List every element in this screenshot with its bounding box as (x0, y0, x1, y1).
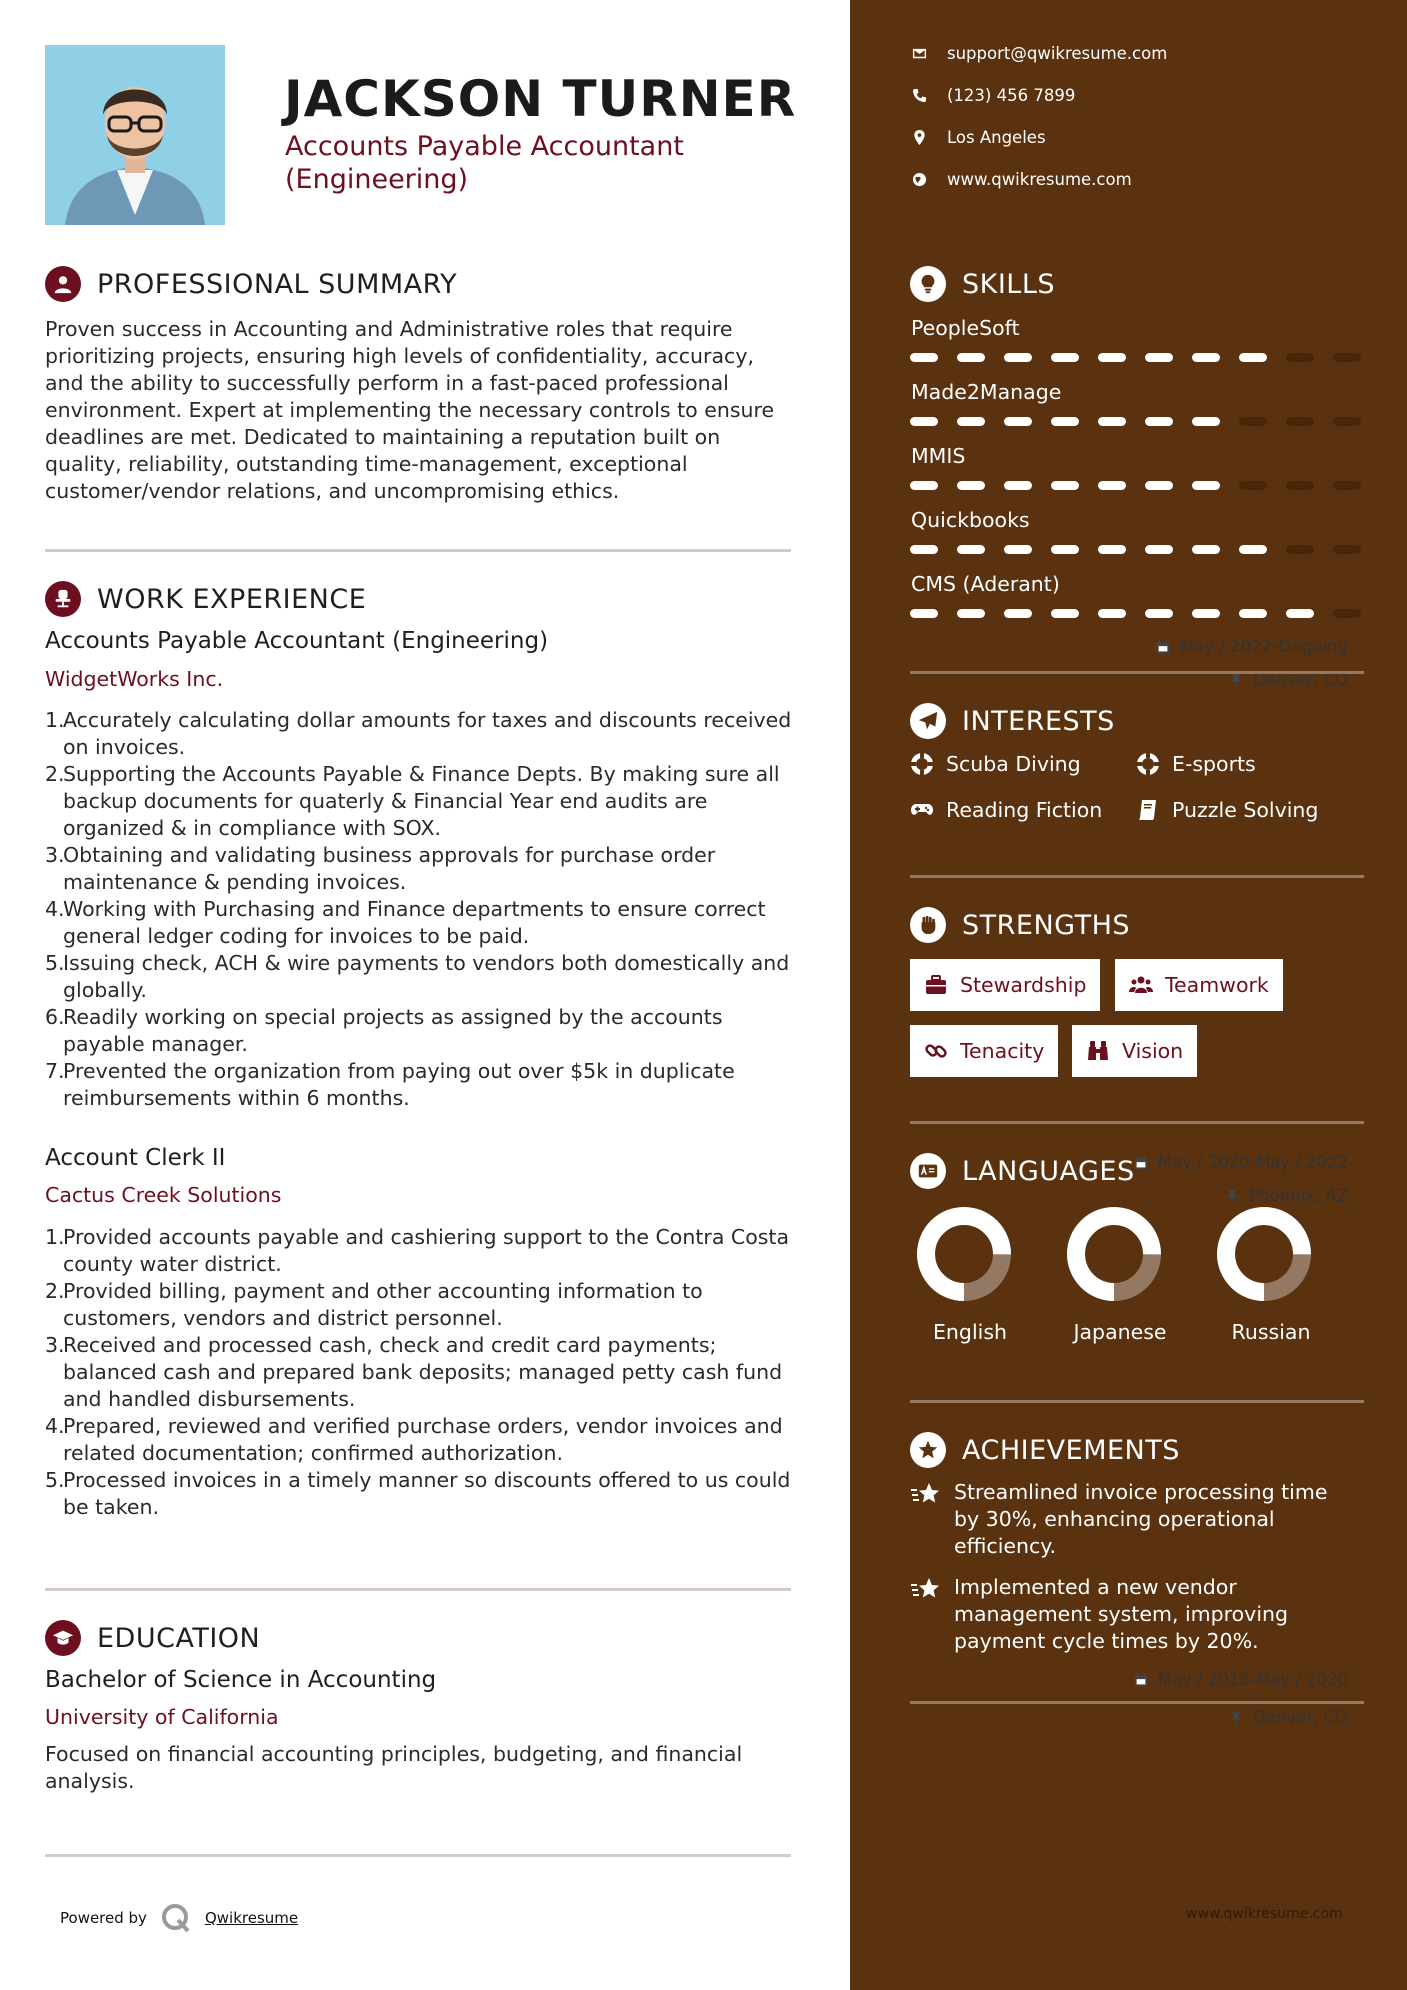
strength-chip: Stewardship (910, 959, 1100, 1011)
achievement-item: Streamlined invoice processing time by 30%, enhancing operational efficiency. (910, 1479, 1350, 1560)
footer-website: www.qwikresume.com (1186, 1906, 1343, 1922)
skill-dash-filled (1145, 545, 1173, 554)
strength-chip: Tenacity (910, 1025, 1058, 1077)
skills-heading: SKILLS (962, 268, 1056, 300)
calendar-icon (1156, 640, 1170, 654)
list-item: 2. Provided billing, payment and other accounting information to customers, vendors and district personnel. (45, 1279, 703, 1330)
star-icon (910, 1479, 942, 1511)
language-label: Japanese (1073, 1320, 1167, 1344)
skill-dash-filled (1192, 417, 1220, 426)
strengths-heading: STRENGTHS (962, 909, 1131, 941)
skill-dash-filled (957, 417, 985, 426)
skill-dash-filled (1145, 417, 1173, 426)
divider (910, 1701, 1364, 1704)
skill-dash-filled (910, 545, 938, 554)
job-dates (1134, 1153, 1348, 1172)
strength-chip: Vision (1072, 1025, 1197, 1077)
skill-dash-filled (910, 481, 938, 490)
skill-dash-filled (1239, 609, 1267, 618)
gamepad-icon (910, 798, 934, 822)
summary-header (45, 266, 457, 302)
powered-by-label: Powered by (60, 1909, 147, 1927)
languages-heading: LANGUAGES (962, 1155, 1135, 1187)
skill-level-bar (910, 481, 1380, 490)
divider (910, 1400, 1364, 1403)
strength-chip: Teamwork (1115, 959, 1283, 1011)
interests-heading: INTERESTS (962, 705, 1115, 737)
job-dates-text: May / 2022-Ongoing (1179, 637, 1348, 656)
lifebuoy-icon (1136, 752, 1160, 776)
qwikresume-logo-icon (161, 1903, 191, 1933)
skill-dash-empty (1286, 353, 1314, 362)
skill-dash-filled (910, 353, 938, 362)
office-chair-icon (45, 581, 81, 617)
fist-icon (910, 907, 946, 943)
star-icon (910, 1574, 942, 1606)
pin-icon (1225, 1189, 1239, 1203)
skill-dash-filled (1004, 481, 1032, 490)
interests-header (910, 703, 1115, 739)
skills-header (910, 266, 1055, 302)
interest-item: Reading Fiction (910, 798, 1102, 822)
language-label: English (932, 1320, 1008, 1344)
divider (45, 1588, 791, 1591)
skill-dash-filled (1004, 609, 1032, 618)
skill-dash-empty (1333, 481, 1361, 490)
job-location-text: Denver, CO (1252, 670, 1348, 689)
paper-plane-icon (910, 703, 946, 739)
skill-dash-filled (1192, 481, 1220, 490)
skill-dash-filled (1098, 417, 1126, 426)
languages-header (910, 1153, 1135, 1189)
school-name: University of California (45, 1705, 279, 1729)
skill-dash-filled (1145, 481, 1173, 490)
achievement-item: Implemented a new vendor management system, improving payment cycle times by 20%. (910, 1574, 1350, 1655)
contact-website[interactable]: www.qwikresume.com (912, 170, 1132, 189)
skill-dash-filled (1098, 353, 1126, 362)
divider (45, 549, 791, 552)
graduation-cap-icon (45, 1620, 81, 1656)
skill-dash-empty (1333, 353, 1361, 362)
skill-dash-filled (1051, 545, 1079, 554)
skill-dash-filled (910, 609, 938, 618)
skill-name: Made2Manage (911, 380, 1062, 404)
job-location (1225, 1186, 1348, 1205)
book-icon (1136, 798, 1160, 822)
skill-name: Quickbooks (911, 508, 1030, 532)
job-location-text: Phoenix, AZ (1249, 1186, 1348, 1205)
skill-dash-filled (1192, 609, 1220, 618)
language-level-chart (1216, 1206, 1312, 1302)
skill-dash-filled (910, 417, 938, 426)
skill-name: PeopleSoft (911, 316, 1020, 340)
link-icon (924, 1039, 948, 1063)
skill-dash-filled (957, 481, 985, 490)
company-name: WidgetWorks Inc. (45, 667, 224, 691)
experience-heading: WORK EXPERIENCE (97, 583, 367, 615)
skill-level-bar (910, 353, 1380, 362)
skill-dash-filled (1098, 545, 1126, 554)
skill-dash-filled (1051, 609, 1079, 618)
skill-dash-filled (1098, 481, 1126, 490)
skill-dash-filled (1145, 609, 1173, 618)
skill-dash-empty (1333, 545, 1361, 554)
pin-icon (1229, 1711, 1243, 1725)
skill-level-bar (910, 545, 1380, 554)
list-item: 4. Prepared, reviewed and verified purchase orders, vendor invoices and related documentation; confirmed authorization. (45, 1414, 783, 1465)
skill-dash-empty (1286, 417, 1314, 426)
skill-dash-empty (1239, 417, 1267, 426)
binoculars-icon (1086, 1039, 1110, 1063)
calendar-icon (1134, 1673, 1148, 1687)
candidate-name: JACKSON TURNER (284, 70, 797, 128)
job-duties (45, 1224, 805, 1521)
list-item: 6. Readily working on special projects as assigned by the accounts payable manager. (45, 1005, 723, 1056)
lightbulb-icon (910, 266, 946, 302)
envelope-icon (912, 46, 927, 61)
divider (910, 671, 1364, 674)
skill-dash-filled (1286, 609, 1314, 618)
powered-by (60, 1903, 298, 1933)
interest-item: Scuba Diving (910, 752, 1081, 776)
education-dates (1134, 1670, 1348, 1689)
education-text: Focused on financial accounting principles, budgeting, and financial analysis. (45, 1742, 743, 1793)
skill-level-bar (910, 417, 1380, 426)
achievements-heading: ACHIEVEMENTS (962, 1434, 1180, 1466)
language-level-chart (1066, 1206, 1162, 1302)
user-icon (45, 266, 81, 302)
job-duties (45, 707, 805, 1112)
divider (910, 1121, 1364, 1124)
education-header (45, 1620, 260, 1656)
list-item: 1. Accurately calculating dollar amounts for taxes and discounts received on invoices. (45, 708, 792, 759)
skill-dash-empty (1239, 481, 1267, 490)
skill-dash-filled (957, 609, 985, 618)
skill-dash-filled (1145, 353, 1173, 362)
skill-dash-filled (1051, 481, 1079, 490)
skill-dash-filled (957, 353, 985, 362)
divider (910, 875, 1364, 878)
list-item: 4. Working with Purchasing and Finance departments to ensure correct general ledger coding for invoices to be paid. (45, 897, 766, 948)
contact-location: Los Angeles (912, 128, 1046, 147)
skill-dash-filled (1004, 417, 1032, 426)
qwikresume-link[interactable]: Qwikresume (204, 1909, 299, 1927)
skill-dash-empty (1333, 609, 1361, 618)
list-item: 1. Provided accounts payable and cashiering support to the Contra Costa county water district. (45, 1225, 790, 1276)
skill-dash-empty (1286, 545, 1314, 554)
language-label: Russian (1231, 1320, 1311, 1344)
education-dates-text: May / 2018-May / 2020 (1157, 1670, 1348, 1689)
candidate-title: Accounts Payable Accountant (Engineering) (285, 131, 684, 195)
list-item: 3. Obtaining and validating business approvals for purchase order maintenance & pending invoices. (45, 843, 716, 894)
job-title: Accounts Payable Accountant (Engineering) (45, 628, 549, 654)
skill-dash-filled (1051, 353, 1079, 362)
skill-name: MMIS (911, 444, 966, 468)
education-heading: EDUCATION (97, 1622, 261, 1654)
degree-title: Bachelor of Science in Accounting (45, 1667, 437, 1693)
skill-dash-filled (1051, 417, 1079, 426)
experience-header (45, 581, 366, 617)
skill-level-bar (910, 609, 1380, 618)
lifebuoy-icon (910, 752, 934, 776)
job-title: Account Clerk II (45, 1145, 226, 1171)
achievements-header (910, 1432, 1180, 1468)
skill-dash-filled (1192, 353, 1220, 362)
phone-icon (912, 88, 927, 103)
skill-dash-filled (957, 545, 985, 554)
calendar-icon (1134, 1156, 1148, 1170)
translate-icon (910, 1153, 946, 1189)
skill-dash-filled (1098, 609, 1126, 618)
job-dates-text: May / 2020-May / 2022 (1157, 1153, 1348, 1172)
globe-icon (912, 172, 927, 187)
summary-heading: PROFESSIONAL SUMMARY (97, 268, 458, 300)
users-icon (1129, 973, 1153, 997)
star-badge-icon (910, 1432, 946, 1468)
list-item: 3. Received and processed cash, check and credit card payments; balanced cash and prepared bank deposits; managed petty cash fund and handled disbursements. (45, 1333, 783, 1411)
list-item: 5. Processed invoices in a timely manner so discounts offered to us could be taken. (45, 1468, 791, 1519)
skill-dash-filled (1004, 353, 1032, 362)
list-item: 2. Supporting the Accounts Payable & Finance Depts. By making sure all backup documents for quaterly & Financial Year end audits are organized & in compliance with SOX. (45, 762, 780, 840)
divider (45, 1854, 791, 1857)
job-dates (1156, 637, 1348, 656)
education-location (1229, 1708, 1348, 1727)
list-item: 7. Prevented the organization from paying out over $5k in duplicate reimbursements within 6 months. (45, 1059, 735, 1110)
profile-photo (45, 45, 225, 225)
person-portrait-icon (45, 45, 225, 225)
language-level-chart (916, 1206, 1012, 1302)
interest-item: E-sports (1136, 752, 1256, 776)
company-name: Cactus Creek Solutions (45, 1183, 282, 1207)
skill-name: CMS (Aderant) (911, 572, 1060, 596)
contact-phone[interactable]: (123) 456 7899 (912, 86, 1075, 105)
skill-dash-filled (1239, 545, 1267, 554)
summary-text: Proven success in Accounting and Administrative roles that require prioritizing projects, ensuring high levels of confidentiality, accuracy, and the ability to successfully perform in a fast-paced professional environment. Expert at implementing the necessary controls to ensure deadlines are met. Dedicated to maintaining a reputation built on quality, reliability, outstanding time-management, exceptional customer/vendor relations, and uncompromising ethics. (45, 317, 775, 503)
briefcase-icon (924, 973, 948, 997)
skill-dash-empty (1286, 481, 1314, 490)
pin-icon (1229, 673, 1243, 687)
skill-dash-filled (1239, 353, 1267, 362)
interest-item: Puzzle Solving (1136, 798, 1318, 822)
skill-dash-filled (1192, 545, 1220, 554)
skill-dash-empty (1333, 417, 1361, 426)
education-location-text: Denver, CO (1252, 1708, 1348, 1727)
list-item: 5. Issuing check, ACH & wire payments to vendors both domestically and globally. (45, 951, 790, 1002)
contact-email[interactable]: support@qwikresume.com (912, 44, 1167, 63)
skill-dash-filled (1004, 545, 1032, 554)
strengths-header (910, 907, 1130, 943)
map-marker-icon (912, 130, 927, 145)
